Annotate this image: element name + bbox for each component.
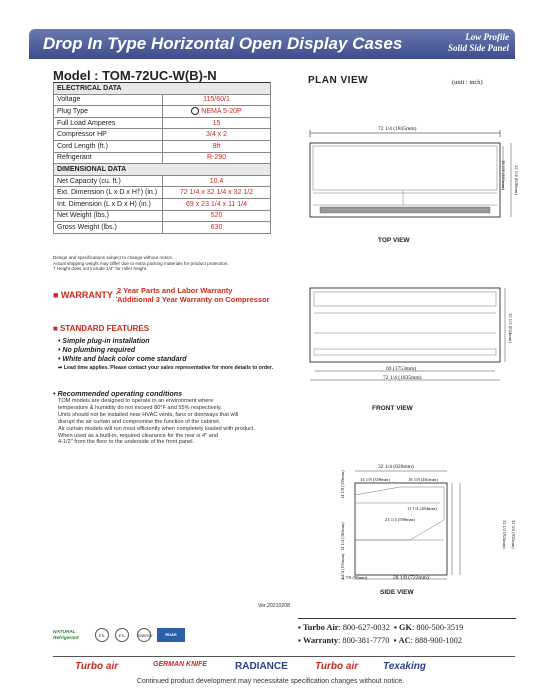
- side-dim-i: 28 1/8 (722mm): [393, 575, 429, 581]
- text-line: TOM models are designed to operate in an environment where: [58, 398, 214, 404]
- contact-label: Turbo Air: [303, 623, 339, 632]
- recommended-title: • Recommended operating conditions: [53, 389, 183, 398]
- note-line: Design and specifications subject to change without notice.: [53, 255, 174, 260]
- list-item: • White and black color come standard: [58, 356, 187, 363]
- brand-turbo-air: Turbo air: [75, 661, 119, 672]
- brand-turbo-air-2: Turbo air: [315, 661, 359, 672]
- text-line: Air curtain models will run most efficiently when completely loaded with product.: [58, 425, 256, 432]
- page-title: Drop In Type Horizontal Open Display Cases: [43, 34, 403, 53]
- contact-label: AC: [398, 635, 411, 645]
- side-dim-j: 32 1/2 (824mm): [502, 520, 507, 549]
- warranty-line: Additional 3 Year Warranty on Compressor: [117, 295, 270, 304]
- contact-row: ▪ Warranty: 800-381-7770 ▪ AC: 888-900-1002: [298, 635, 462, 645]
- brand-german-knife: GERMAN KNIFE: [153, 661, 208, 668]
- warranty-line: 2 Year Parts and Labor Warranty: [117, 286, 233, 295]
- lead-time-note: ➡ Lead time applies. Please contact your sales representative for more details to order.: [58, 365, 274, 371]
- contact-row: ▪ Turbo Air: 800-627-0032 ▪ GK: 800-500-3519: [298, 623, 464, 632]
- table-row: Net Capacity (cu. ft.) 10.4: [54, 175, 271, 187]
- note-line: † Height does not include 1/4" for roller height.: [53, 266, 148, 272]
- electrical-header: ELECTRICAL DATA: [54, 83, 271, 95]
- side-dim-a: 14 1/8 (359mm): [360, 477, 390, 482]
- footer-note: Continued product development may necessitate specification changes without notice.: [136, 678, 405, 685]
- text-line: disrupt the air curtain and compromise the function of the cabinet.: [58, 418, 221, 425]
- title-banner: [29, 29, 515, 59]
- top-view-label: TOP VIEW: [378, 237, 410, 244]
- table-row: Voltage 115/60/1: [54, 94, 271, 106]
- model-number: Model : TOM-72UC-W(B)-N: [53, 68, 217, 83]
- side-view-drawing: [340, 465, 510, 583]
- table-row: Refrigerant R-290: [54, 152, 271, 164]
- standard-features-list: [58, 337, 273, 373]
- table-row: Compressor HP 3/4 x 2: [54, 129, 271, 141]
- front-view-label: FRONT VIEW: [372, 405, 413, 412]
- energy-logo: ENERGY: [137, 628, 151, 642]
- front-length-dim: 72 1/4 (1835mm): [383, 375, 422, 381]
- warranty-label: ■ WARRANTY :: [53, 290, 119, 300]
- contact-phone: : 800-500-3519: [411, 623, 464, 632]
- warranty-text: [117, 286, 270, 304]
- side-dim-b: 18 1/8 (461mm): [408, 477, 438, 482]
- front-view-drawing: [300, 283, 515, 388]
- table-row: Gross Weight (lbs.) 630: [54, 222, 271, 234]
- side-dim-h: 3 7/8 (98mm): [342, 575, 368, 580]
- spec-table: [53, 82, 271, 234]
- contact-phone: : 800-381-7770: [338, 635, 390, 645]
- unit-label: (unit : inch): [452, 79, 483, 86]
- spec-notes: [53, 255, 229, 272]
- text-line: temperature & humidity do not exceed 80°F and 55% respectively.: [58, 404, 222, 411]
- brand-radiance: RADIANCE: [235, 661, 288, 672]
- side-dim-f: 14 1/4 (363mm): [340, 522, 345, 551]
- top-view-drawing: [300, 125, 515, 230]
- side-dim-d: 23 1/4 (590mm): [385, 517, 415, 522]
- banner-sub-2: Solid Side Panel: [447, 43, 509, 53]
- text-line: 4-1/2" from the floor to the underside of the front panel.: [58, 439, 195, 446]
- top-length-dim: 72 1/4 (1835mm): [378, 126, 417, 132]
- standard-features-title: ■ STANDARD FEATURES: [53, 324, 150, 333]
- version-label: Ver.20210208: [258, 603, 291, 609]
- contact-block: [298, 618, 516, 647]
- table-row: Cord Length (ft.) 9ft: [54, 140, 271, 152]
- side-depth-dim: 32 1/4 (820mm): [378, 464, 414, 470]
- contact-phone: : 888-900-1002: [410, 635, 462, 645]
- contact-label: Warranty: [303, 635, 339, 645]
- plan-view-title: PLAN VIEW: [308, 75, 369, 86]
- extra-logo: RDAR: [157, 628, 185, 642]
- side-dim-c: 11 1/4 (284mm): [407, 506, 437, 511]
- brand-texaking: Texaking: [383, 661, 426, 672]
- banner-sub-1: Low Profile: [465, 32, 509, 42]
- text-line: Units should not be installed near HVAC vents, fans or doorways that will: [58, 411, 239, 418]
- top-depth-dim: 32 1/4 (820mm): [514, 165, 519, 195]
- contact-label: GK: [399, 623, 412, 632]
- recommended-body: [58, 398, 298, 446]
- side-view-label: SIDE VIEW: [380, 589, 414, 596]
- note-line: Actual shipping weight may differ due to extra packing materials for product protection.: [53, 260, 229, 266]
- list-item: • Simple plug-in installation: [58, 338, 150, 345]
- plug-icon: [191, 107, 199, 115]
- front-inner-dim: 69 (1753mm): [386, 366, 417, 372]
- table-row: Net Weight (lbs.) 520: [54, 210, 271, 222]
- etl-logo: ETL: [95, 628, 109, 642]
- side-dim-k: 32 3/4 (832mm): [511, 520, 516, 549]
- list-item: • No plumbing required: [58, 347, 136, 354]
- side-dim-e: 14 1/8 (359mm): [340, 470, 345, 499]
- table-row: Plug Type NEMA 5-20P: [54, 106, 271, 118]
- table-row: Full Load Amperes 15: [54, 117, 271, 129]
- text-line: When used as a built-in, required clearance for the rear is 4" and: [58, 432, 218, 439]
- front-height-dim: 32 1/2 (824mm): [508, 313, 513, 343]
- etl-sanitation-logo: ETL: [115, 628, 129, 642]
- brand-strip: [53, 656, 515, 674]
- contact-phone: : 800-627-0032: [338, 623, 390, 632]
- side-dim-g: 4 1/4 (105mm): [340, 553, 345, 580]
- banner-subtitle: [448, 32, 509, 54]
- top-inner-depth-dim: 18 1/8 (461mm): [501, 160, 506, 190]
- table-row: Ext. Dimension (L x D x H†) (in.) 72 1/4 x 32 1/4 x 32 1/2: [54, 187, 271, 199]
- dimensional-header: DIMENSIONAL DATA: [54, 164, 271, 176]
- natural-refrigerant-logo: NATURAL Refrigerant: [53, 630, 79, 641]
- table-row: Int. Dimension (L x D x H) (in.) 69 x 23 1/4 x 11 1/4: [54, 198, 271, 210]
